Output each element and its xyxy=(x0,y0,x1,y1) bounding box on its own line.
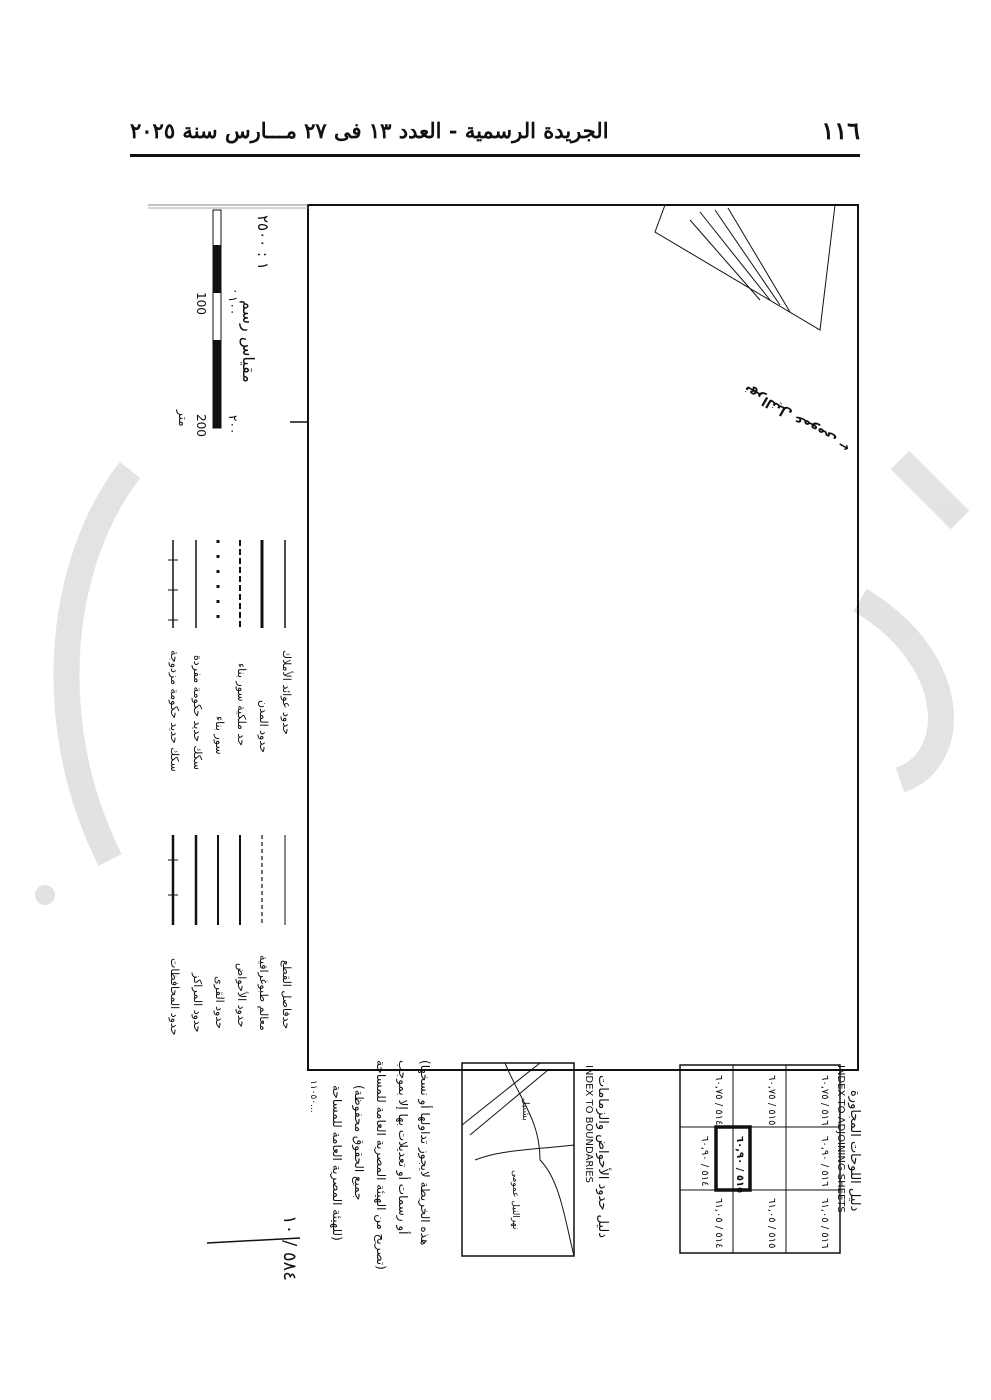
adjoining-cell-current: ٥١٥ / ٦٠,٩٠ xyxy=(734,1136,745,1194)
adjoining-cell: ٥١٤ / ٦٠,٩٠ xyxy=(699,1136,710,1187)
adjoining-cell: ٥١٤ / ٦٠,٧٥ xyxy=(713,1075,724,1126)
gazette-title: الجريدة الرسمية - العدد ١٣ فى ٢٧ مـــارس سنة ٢٠٢٥ xyxy=(130,117,609,143)
legend-1-item-1: حدود عوائد الأملاك xyxy=(280,650,293,735)
adjoining-cell: ٥١٤ / ٦١,٠٥ xyxy=(713,1198,724,1249)
adjoining-index-title-ar: دليل اللوحات المجاورة xyxy=(847,1090,862,1212)
legend-2-item-4: حدود القرى xyxy=(213,976,226,1029)
notice-line-1: (هذه الخريطة لايجوز تداولها أو نسخها xyxy=(418,1060,432,1246)
notice-line-3: تصريح من الهيئة المصرية العامة للمساحة) xyxy=(374,1060,388,1270)
notice-line-4: (جميع الحقوق محفوظة xyxy=(352,1085,366,1201)
parcel-hatch xyxy=(655,205,835,330)
scale-title: مقياس رسم xyxy=(239,300,258,383)
scale-unit: متر xyxy=(176,410,190,427)
legend-1-item-2: حدود المدن xyxy=(257,700,270,753)
scale-tick-200-en: 200 xyxy=(194,414,208,437)
scale-bar xyxy=(213,210,221,428)
boundary-index-title-en: INDEX TO BOUNDARIES xyxy=(583,1065,594,1183)
adjoining-cell: ٥١٦ / ٦٠,٧٥ xyxy=(819,1075,830,1126)
legend-2-item-5: حدود المراكز xyxy=(191,973,204,1033)
legend-samples-group-1 xyxy=(168,540,285,628)
adjoining-cell: ٥١٥ / ٦٠,٧٥ xyxy=(766,1075,777,1126)
notice-line-2: أو رسمات أو تعديلات بها إلا بموجب xyxy=(396,1060,410,1235)
legend-samples-group-2 xyxy=(168,835,285,925)
legend-1-item-5: سكك حديد حكومة مفردة xyxy=(191,655,204,770)
legend-2-item-6: حدود المحافظات xyxy=(168,958,181,1036)
adjoining-cell: ٥١٦ / ٦١,٠٥ xyxy=(819,1198,830,1249)
map-frame xyxy=(308,205,858,1070)
scale-tick-200: ٢٠٠ xyxy=(226,415,240,435)
legend-2-item-2: معالم طبوغرافية xyxy=(257,955,270,1031)
page-number: ١١٦ xyxy=(821,115,860,145)
margin-reading: ١١٠٥٠... xyxy=(308,1080,318,1113)
boundary-index-title-ar: دليل حدود الأحواض والزمامات xyxy=(595,1075,610,1239)
legend-2-item-3: حدود الأحواض xyxy=(235,963,248,1028)
boundary-label-nile: نهرالنيل عمومى xyxy=(510,1170,520,1230)
scale-ratio: ١ : ٢٥٠٠ xyxy=(254,215,272,270)
boundary-label-bashtil: بشتيل xyxy=(520,1098,530,1121)
scale-tick-100: ١٠٠ xyxy=(226,296,240,316)
river-label: ← نهرالنيل عمومى xyxy=(741,382,853,455)
legend-1-item-6: سكك حديد حكومة مزدوجة xyxy=(168,650,181,772)
adjoining-index-title-en: INDEX TO ADJOINING SHEETS xyxy=(835,1065,846,1213)
scale-tick-0: ٠ xyxy=(229,288,243,295)
legend-2-item-1: حدفاصل القطع xyxy=(280,960,293,1030)
handwritten-reference: ٥٨٤ / ١٠ xyxy=(279,1215,300,1281)
adjoining-cell: ٥١٦ / ٦٠,٩٠ xyxy=(819,1136,830,1187)
notice-line-5: للهيئة المصرية العامة للمساحة) xyxy=(330,1085,344,1241)
adjoining-cell: ٥١٥ / ٦١,٠٥ xyxy=(766,1198,777,1249)
scale-tick-100-en: 100 xyxy=(194,292,208,315)
legend-1-item-4: سور بناء xyxy=(213,716,226,755)
legend-1-item-3: حد ملكية سور بناء xyxy=(235,663,248,747)
